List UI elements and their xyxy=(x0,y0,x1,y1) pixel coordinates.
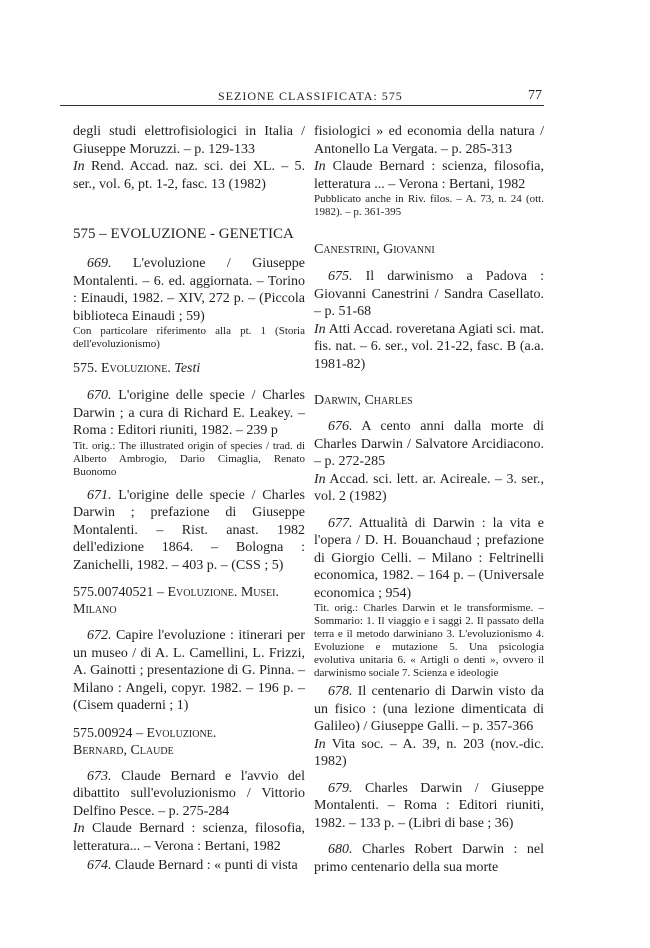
entry-672 xyxy=(73,627,305,715)
entry-text: Charles Robert Darwin : nel primo centenario della sua morte xyxy=(314,842,544,875)
section-heading-canestrini: Canestrini, Giovanni xyxy=(314,242,435,257)
entry-text: Claude Bernard : « punti di vista xyxy=(115,858,298,873)
entry-text: Il darwinismo a Padova : Giovanni Canestrini / Sandra Casellato. – p. 51-68 xyxy=(314,269,544,319)
entry-number: 678. xyxy=(328,684,353,699)
entry-text: Charles Darwin / Giuseppe Montalenti. – Roma : Editori riuniti, 1982. – 133 p. – (Libri di base ; 36) xyxy=(314,780,544,831)
entry-number: 670. xyxy=(87,388,112,403)
entry-number: 676. xyxy=(328,419,353,434)
section-heading-testi xyxy=(73,360,305,378)
heading-subterm: Testi xyxy=(174,361,201,376)
in-label: In xyxy=(314,736,326,752)
entry-text: Attualità di Darwin : la vita e l'opera / D. H. Bouanchaud ; prefazione di Giorgio Celli. – Milano : Feltrinelli economica, 1982. – 164 p. – (Universale economica ; 954) xyxy=(314,515,545,601)
entry-text: degli studi elettrofisiologici in Italia / Giuseppe Moruzzi. – p. 129-133 xyxy=(73,124,305,157)
entry-source: Vita soc. – A. 39, n. 203 (nov.-dic. 1982) xyxy=(314,736,545,769)
entry-671 xyxy=(73,487,305,575)
in-label: In xyxy=(314,159,326,174)
in-label: In xyxy=(314,321,326,337)
entry-675 xyxy=(314,268,544,373)
heading-term: Evoluzione. Musei. Milano xyxy=(73,585,279,617)
entry-673 xyxy=(73,768,305,856)
entry-source: Rend. Accad. naz. sci. dei XL. – 5. ser., vol. 6, pt. 1-2, fasc. 13 (1982) xyxy=(73,159,306,192)
left-column xyxy=(73,123,305,875)
entry-number: 669. xyxy=(87,256,112,271)
entry-text: A cento anni dalla morte di Charles Darwin / Salvatore Arcidiacono. – p. 272-285 xyxy=(314,419,544,469)
entry-number: 672. xyxy=(87,628,112,643)
entry-continued xyxy=(73,123,305,193)
heading-code: 575.00924 – xyxy=(73,725,143,741)
entry-number: 679. xyxy=(328,780,353,796)
entry-text: L'evoluzione / Giuseppe Montalenti. – 6. ed. aggiornata. – Torino : Einaudi, 1982. – XIV, 272 p. – (Piccola biblioteca Einaudi ; 59) xyxy=(73,256,306,324)
entry-text: Claude Bernard e l'avvio del dibattito sull'evoluzionismo / Vittorio Delfino Pesce. – p. 275-284 xyxy=(73,768,306,819)
heading-term: Evoluzione. xyxy=(101,361,171,376)
right-column xyxy=(314,123,544,876)
entry-continued xyxy=(314,123,544,193)
section-heading-bernard xyxy=(73,725,305,759)
running-header: SEZIONE CLASSIFICATA: 575 xyxy=(218,89,403,103)
entry-680 xyxy=(314,841,544,876)
in-label: In xyxy=(314,471,326,487)
entry-677 xyxy=(314,515,544,603)
section-heading-musei xyxy=(73,584,305,618)
entry-text: L'origine delle specie / Charles Darwin ; prefazione di Giuseppe Montalenti. – Rist. anast. 1982 dell'edizione 1864. – Bologna : Zanichelli, 1982. – 403 p. – (CSS ; 5) xyxy=(73,487,306,573)
entry-source: Accad. sci. lett. ar. Acireale. – 3. ser., vol. 2 (1982) xyxy=(314,471,544,504)
entry-source: Claude Bernard : scienza, filosofia, letteratura ... – Verona : Bertani, 1982 xyxy=(314,159,544,192)
entry-number: 674. xyxy=(87,858,112,873)
entry-number: 680. xyxy=(328,842,353,857)
entry-670 xyxy=(73,387,305,440)
in-label: In xyxy=(73,159,85,174)
entry-text: fisiologici » ed economia della natura / Antonello La Vergata. – p. 285-313 xyxy=(314,124,544,157)
entry-number: 673. xyxy=(87,768,112,784)
entry-number: 677. xyxy=(328,515,353,531)
entry-676 xyxy=(314,418,544,506)
entry-source: Claude Bernard : scienza, filosofia, letteratura... – Verona : Bertani, 1982 xyxy=(73,821,306,854)
heading-subterm: Bernard, Claude xyxy=(73,742,174,758)
entry-note: Con particolare riferimento alla pt. 1 (Storia dell'evoluzionismo) xyxy=(73,325,305,350)
entry-679 xyxy=(314,780,544,833)
section-heading-evoluzione-genetica: 575 – EVOLUZIONE - GENETICA xyxy=(73,226,294,242)
entry-669 xyxy=(73,255,305,325)
entry-text: Capire l'evoluzione : itinerari per un museo / di A. L. Camellini, L. Frizzi, A. Gainotti ; presentazione di G. Pinna. – Milano : Angeli, copyr. 1982. – 196 p. – (Cisem quaderni ; 1) xyxy=(73,628,305,713)
entry-number: 671. xyxy=(87,487,112,503)
entry-text: L'origine delle specie / Charles Darwin ; a cura di Richard E. Leakey. – Roma : Editori riuniti, 1982. – 239 p xyxy=(73,388,306,438)
section-heading-darwin: Darwin, Charles xyxy=(314,393,413,408)
entry-note: Tit. orig.: Charles Darwin et le transformisme. – Sommario: 1. Il viaggio e i saggi 2. Il passato della terra e il metodo darwiniano 3. L'evoluzionismo 4. Evoluzione e mutazione 5. Una psicologia evolutiva unitaria 6. « Artigli o denti », ovvero il darwinismo sociale 7. Scienza e ideologie xyxy=(314,602,544,679)
heading-code: 575. xyxy=(73,361,98,376)
entry-note: Pubblicato anche in Riv. filos. – A. 73, n. 24 (ott. 1982). – p. 361-395 xyxy=(314,193,544,218)
header-rule-left xyxy=(60,105,118,106)
entry-number: 675. xyxy=(328,269,353,284)
heading-code: 575.00740521 – xyxy=(73,585,164,600)
header-rule xyxy=(118,105,544,106)
in-label: In xyxy=(73,821,85,836)
heading-term: Evoluzione. xyxy=(146,725,217,741)
entry-674 xyxy=(73,857,305,875)
entry-text: Il centenario di Darwin visto da un fisico : (una lezione dimenticata di Galileo) / Giuseppe Galli. – p. 357-366 xyxy=(314,684,545,734)
page-number: 77 xyxy=(528,88,542,103)
entry-source: Atti Accad. roveretana Agiati sci. mat. fis. nat. – 6. ser., vol. 21-22, fasc. B (a.a. 1981-82) xyxy=(314,321,545,372)
entry-note: Tit. orig.: The illustrated origin of species / trad. di Alberto Ambrogio, Dario Cimaglia, Renato Buonomo xyxy=(73,439,305,478)
entry-678 xyxy=(314,683,544,771)
